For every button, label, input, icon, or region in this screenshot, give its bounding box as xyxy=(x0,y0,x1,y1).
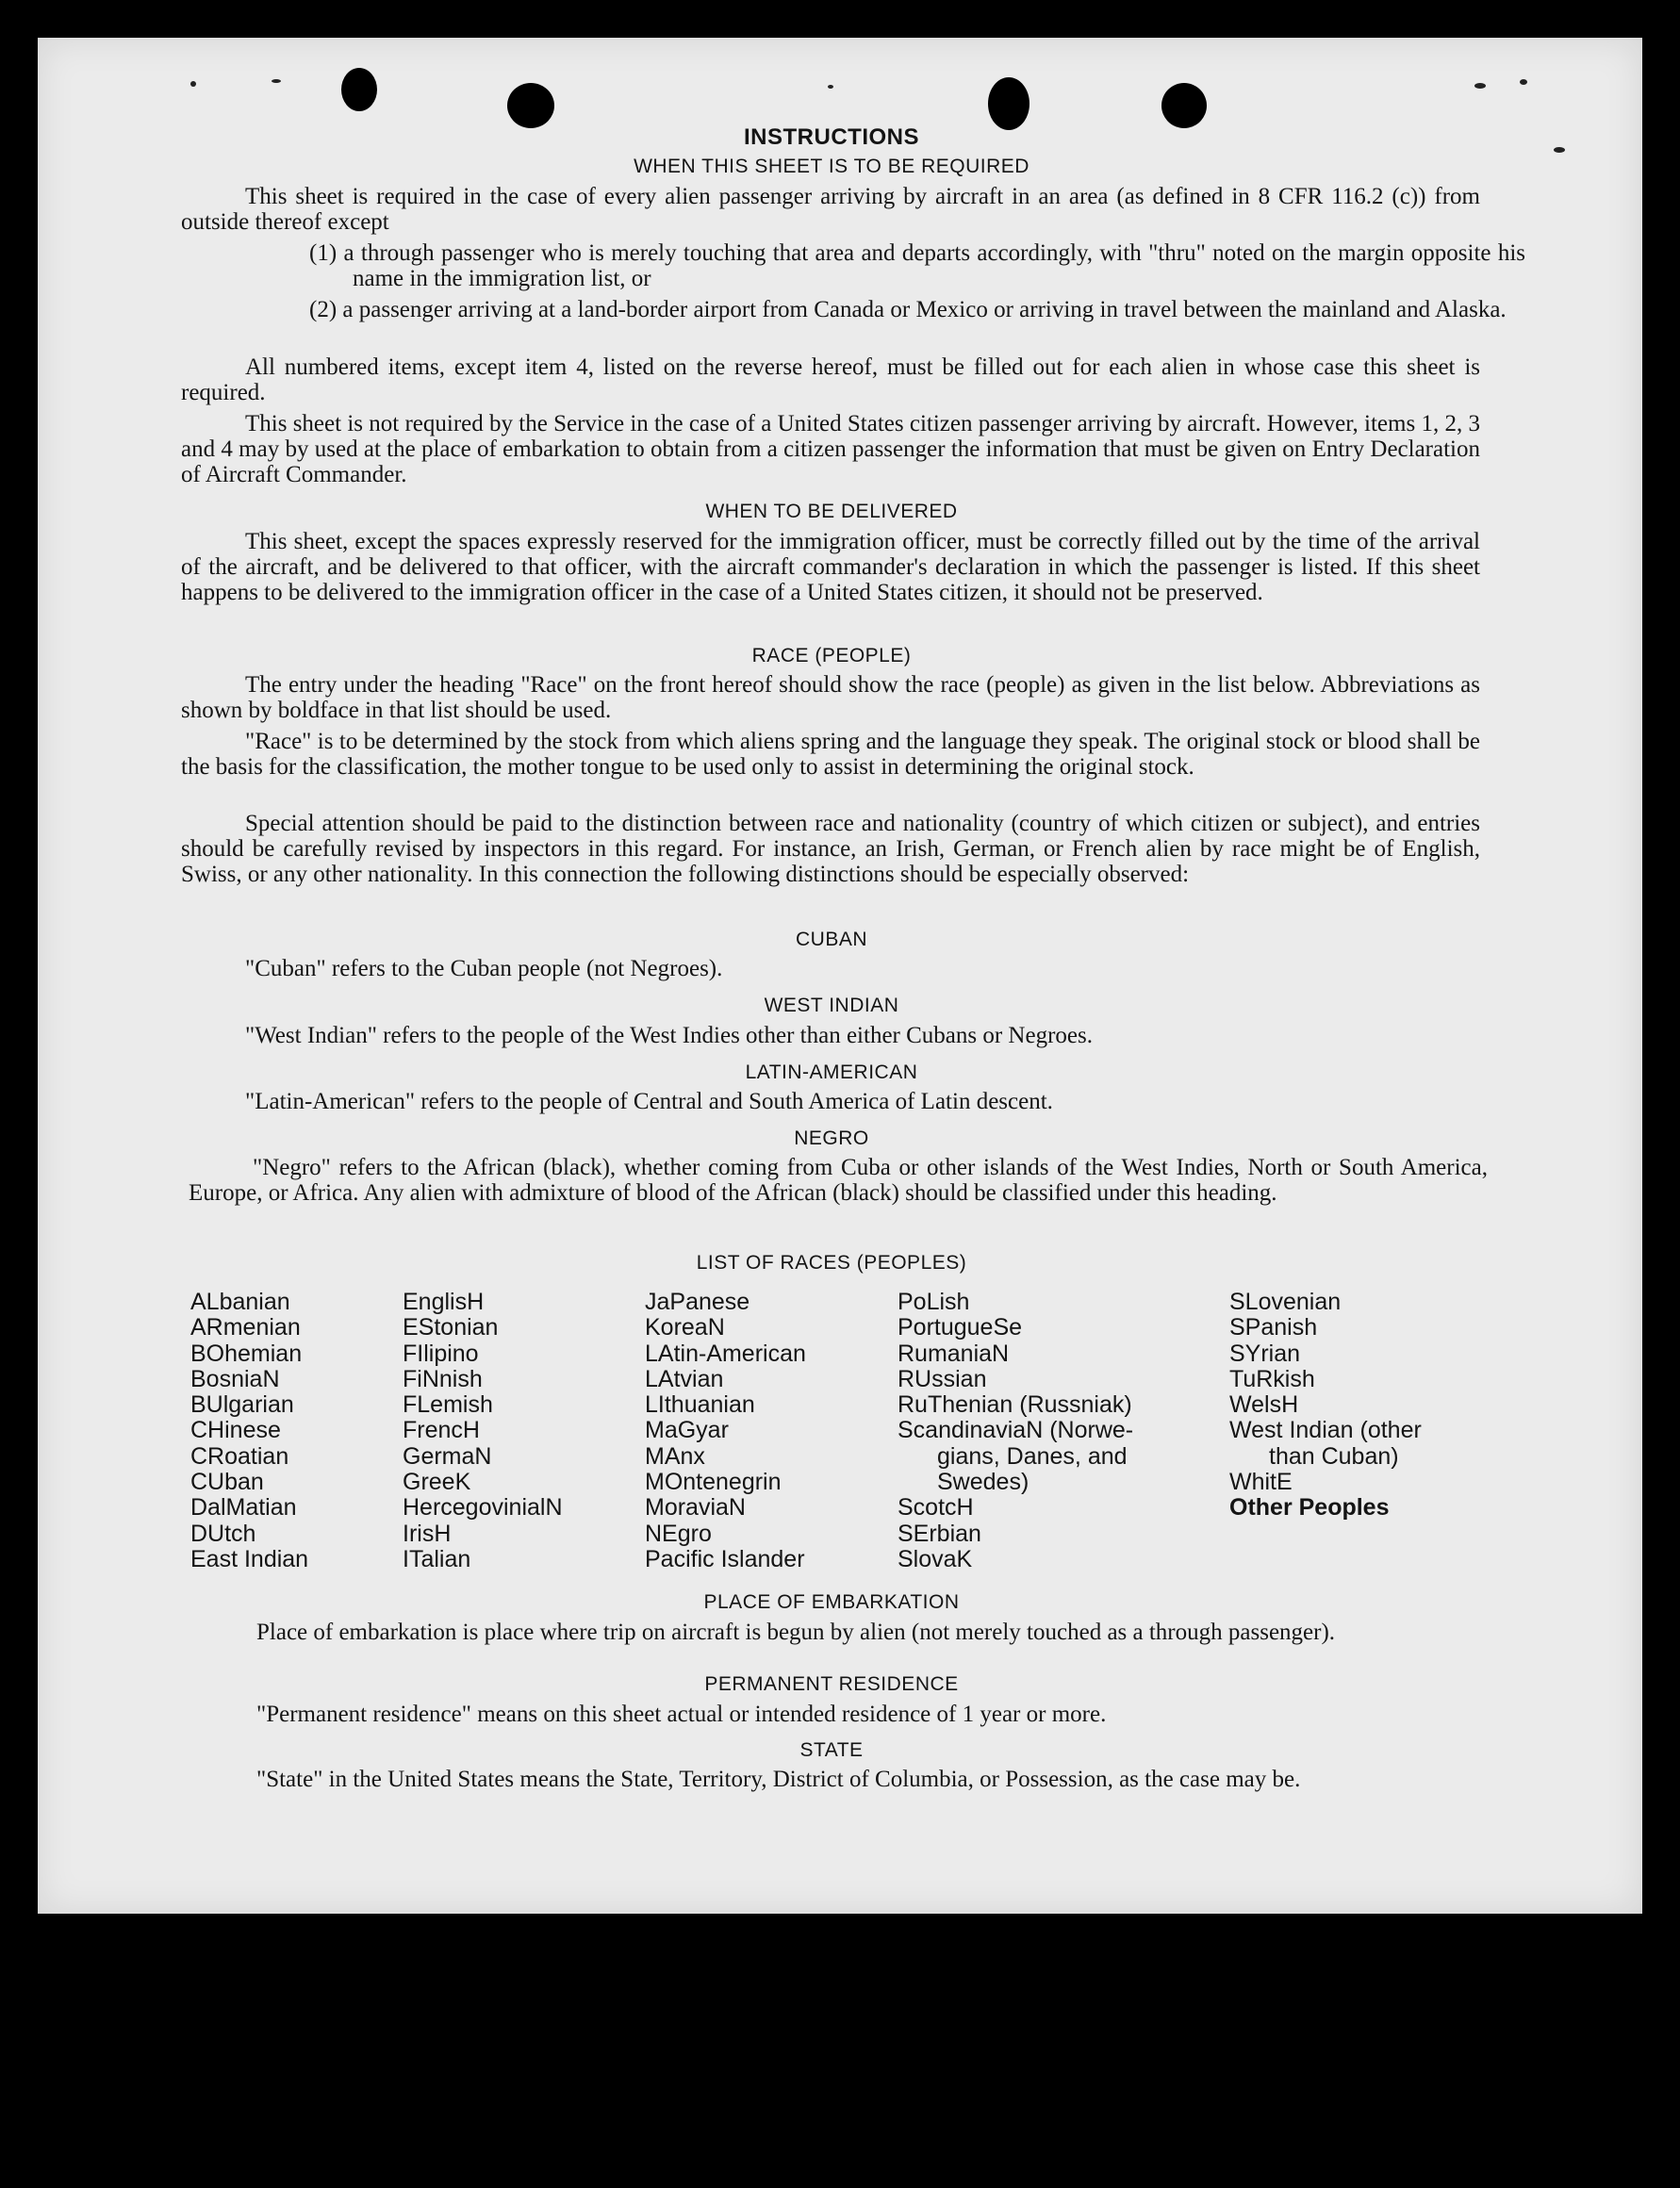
race-entry: Pacific Islander xyxy=(645,1545,805,1572)
paragraph-west-indian: "West Indian" refers to the people of the West Indies other than either Cubans or Negroes. xyxy=(245,1023,1093,1048)
race-entry: GreeK xyxy=(403,1469,471,1496)
race-entry: BOhemian xyxy=(190,1340,303,1367)
race-entry: East Indian xyxy=(190,1545,309,1572)
race-entry: PoLish xyxy=(898,1289,970,1315)
paragraph-residence: "Permanent residence" means on this sheet actual or intended residence of 1 year or more. xyxy=(256,1702,1107,1727)
punch-hole xyxy=(1161,83,1207,128)
punch-hole xyxy=(988,77,1029,130)
races-column-3 xyxy=(645,1290,806,1572)
section-heading: PERMANENT RESIDENCE xyxy=(704,1673,959,1695)
race-entry: RumaniaN xyxy=(898,1340,1010,1367)
paragraph-numbered-items: All numbered items, except item 4, listed on the reverse hereof, must be filled out for each alien in whose case this sheet is required. xyxy=(181,354,1480,405)
race-entry: WelsH xyxy=(1229,1391,1299,1419)
race-entry: Other Peoples xyxy=(1229,1494,1390,1522)
race-entry: MAnx xyxy=(645,1442,705,1470)
list-item-exception-2: (2) a passenger arriving at a land-border airport from Canada or Mexico or arriving in travel between the mainland and Alaska. xyxy=(309,297,1507,322)
section-heading: RACE (PEOPLE) xyxy=(751,645,912,666)
race-entry: SErbian xyxy=(898,1520,981,1547)
race-entry: West Indian (other xyxy=(1229,1417,1422,1444)
race-entry: DalMatian xyxy=(190,1494,297,1522)
race-entry: MaGyar xyxy=(645,1417,729,1444)
race-entry: RuThenian (Russniak) xyxy=(898,1391,1132,1419)
race-entry: MOntenegrin xyxy=(645,1469,782,1496)
section-heading: CUBAN xyxy=(795,929,867,950)
race-entry: RUssian xyxy=(898,1365,987,1392)
race-entry: CUban xyxy=(190,1469,264,1496)
paragraph-negro: "Negro" refers to the African (black), whether coming from Cuba or other islands of the West Indies, North or South America, Europe, or Africa. Any alien with admixture of blood of the African (black) should be classified under this heading. xyxy=(189,1155,1488,1206)
races-column-5 xyxy=(1229,1290,1422,1522)
race-entry: FrencH xyxy=(403,1417,480,1444)
section-heading: STATE xyxy=(799,1739,864,1761)
races-column-1 xyxy=(190,1290,308,1572)
race-entry: LIthuanian xyxy=(645,1391,755,1419)
race-entry: SlovaK xyxy=(898,1545,973,1572)
race-entry: Swedes) xyxy=(937,1469,1029,1496)
race-entry: JaPanese xyxy=(645,1289,750,1315)
race-entry: ScandinaviaN (Norwe- xyxy=(898,1417,1134,1444)
race-entry: LAtin-American xyxy=(645,1340,806,1367)
race-entry: LAtvian xyxy=(645,1365,724,1392)
race-entry: FIlipino xyxy=(403,1340,479,1367)
races-column-2 xyxy=(403,1290,563,1572)
races-column-4 xyxy=(898,1290,1133,1572)
race-entry: gians, Danes, and xyxy=(937,1442,1128,1470)
race-entry: PortugueSe xyxy=(898,1314,1023,1341)
race-entry: GermaN xyxy=(403,1442,492,1470)
paragraph-race-determined: "Race" is to be determined by the stock from which aliens spring and the language they speak. The original stock or blood shall be the basis for the classification, the mother tongue to be used only to assist in determining the original stock. xyxy=(181,729,1480,780)
race-entry: FLemish xyxy=(403,1391,493,1419)
race-entry: than Cuban) xyxy=(1269,1442,1399,1470)
race-entry: ITalian xyxy=(403,1545,471,1572)
section-heading: LATIN-AMERICAN xyxy=(745,1061,918,1083)
race-entry: ScotcH xyxy=(898,1494,974,1522)
section-heading: NEGRO xyxy=(794,1127,869,1149)
race-entry: TuRkish xyxy=(1229,1365,1315,1392)
paragraph-embarkation: Place of embarkation is place where trip on aircraft is begun by alien (not merely touched as a through passenger). xyxy=(256,1620,1336,1645)
race-entry: ALbanian xyxy=(190,1289,290,1315)
section-heading: PLACE OF EMBARKATION xyxy=(703,1591,960,1613)
race-entry: BUlgarian xyxy=(190,1391,294,1419)
document-title: INSTRUCTIONS xyxy=(744,124,919,150)
paragraph-cuban: "Cuban" refers to the Cuban people (not Negroes). xyxy=(245,956,723,981)
race-entry: SPanish xyxy=(1229,1314,1318,1341)
race-entry: HercegovinialN xyxy=(403,1494,563,1522)
paragraph-latin-american: "Latin-American" refers to the people of Central and South America of Latin descent. xyxy=(245,1089,1053,1114)
race-entry: MoraviaN xyxy=(645,1494,746,1522)
race-entry: ARmenian xyxy=(190,1314,301,1341)
list-item-exception-1: (1) a through passenger who is merely touching that area and departs accordingly, with "thru" noted on the margin opposite his name in the immigration list, or xyxy=(309,240,1525,291)
race-entry: WhitE xyxy=(1229,1469,1293,1496)
race-entry: EStonian xyxy=(403,1314,499,1341)
race-entry: KoreaN xyxy=(645,1314,725,1341)
race-entry: SYrian xyxy=(1229,1340,1301,1367)
section-heading: LIST OF RACES (PEOPLES) xyxy=(696,1252,967,1274)
race-entry: SLovenian xyxy=(1229,1289,1342,1315)
race-entry: CHinese xyxy=(190,1417,281,1444)
punch-hole xyxy=(341,68,377,111)
paragraph-state: "State" in the United States means the State, Territory, District of Columbia, or Possession, as the case may be. xyxy=(256,1767,1301,1792)
punch-hole xyxy=(507,83,554,128)
race-entry: FiNnish xyxy=(403,1365,483,1392)
race-entry: DUtch xyxy=(190,1520,256,1547)
race-entry: IrisH xyxy=(403,1520,452,1547)
paragraph-required-intro: This sheet is required in the case of every alien passenger arriving by aircraft in an area (as defined in 8 CFR 116.2 (c)) from outside thereof except xyxy=(181,184,1480,235)
race-entry: BosniaN xyxy=(190,1365,280,1392)
paragraph-special-attention: Special attention should be paid to the distinction between race and nationality (country of which citizen or subject), and entries should be carefully revised by inspectors in this regard. For instance, an Irish, German, or French alien by race might be of English, Swiss, or any other nationality. In this connection the following distinctions should be especially observed: xyxy=(181,811,1480,887)
section-heading: WHEN THIS SHEET IS TO BE REQUIRED xyxy=(634,156,1029,177)
paragraph-race-entry: The entry under the heading "Race" on the front hereof should show the race (people) as given in the list below. Abbreviations as shown by boldface in that list should be used. xyxy=(181,672,1480,723)
section-heading: WEST INDIAN xyxy=(764,995,899,1016)
section-heading: WHEN TO BE DELIVERED xyxy=(705,501,958,522)
race-entry: CRoatian xyxy=(190,1442,289,1470)
race-entry: NEgro xyxy=(645,1520,712,1547)
paragraph-delivered: This sheet, except the spaces expressly reserved for the immigration officer, must be correctly filled out by the time of the arrival of the aircraft, and be delivered to that officer, with the aircraft commander's declaration in which the passenger is listed. If this sheet happens to be delivered to the immigration officer in the case of a United States citizen, it should not be preserved. xyxy=(181,529,1480,605)
race-entry: EnglisH xyxy=(403,1289,485,1315)
paragraph-citizen-note: This sheet is not required by the Service in the case of a United States citizen passenger arriving by aircraft. However, items 1, 2, 3 and 4 may by used at the place of embarkation to obtain from a citizen passenger the information that must be given on Entry Declaration of Aircraft Commander. xyxy=(181,411,1480,487)
